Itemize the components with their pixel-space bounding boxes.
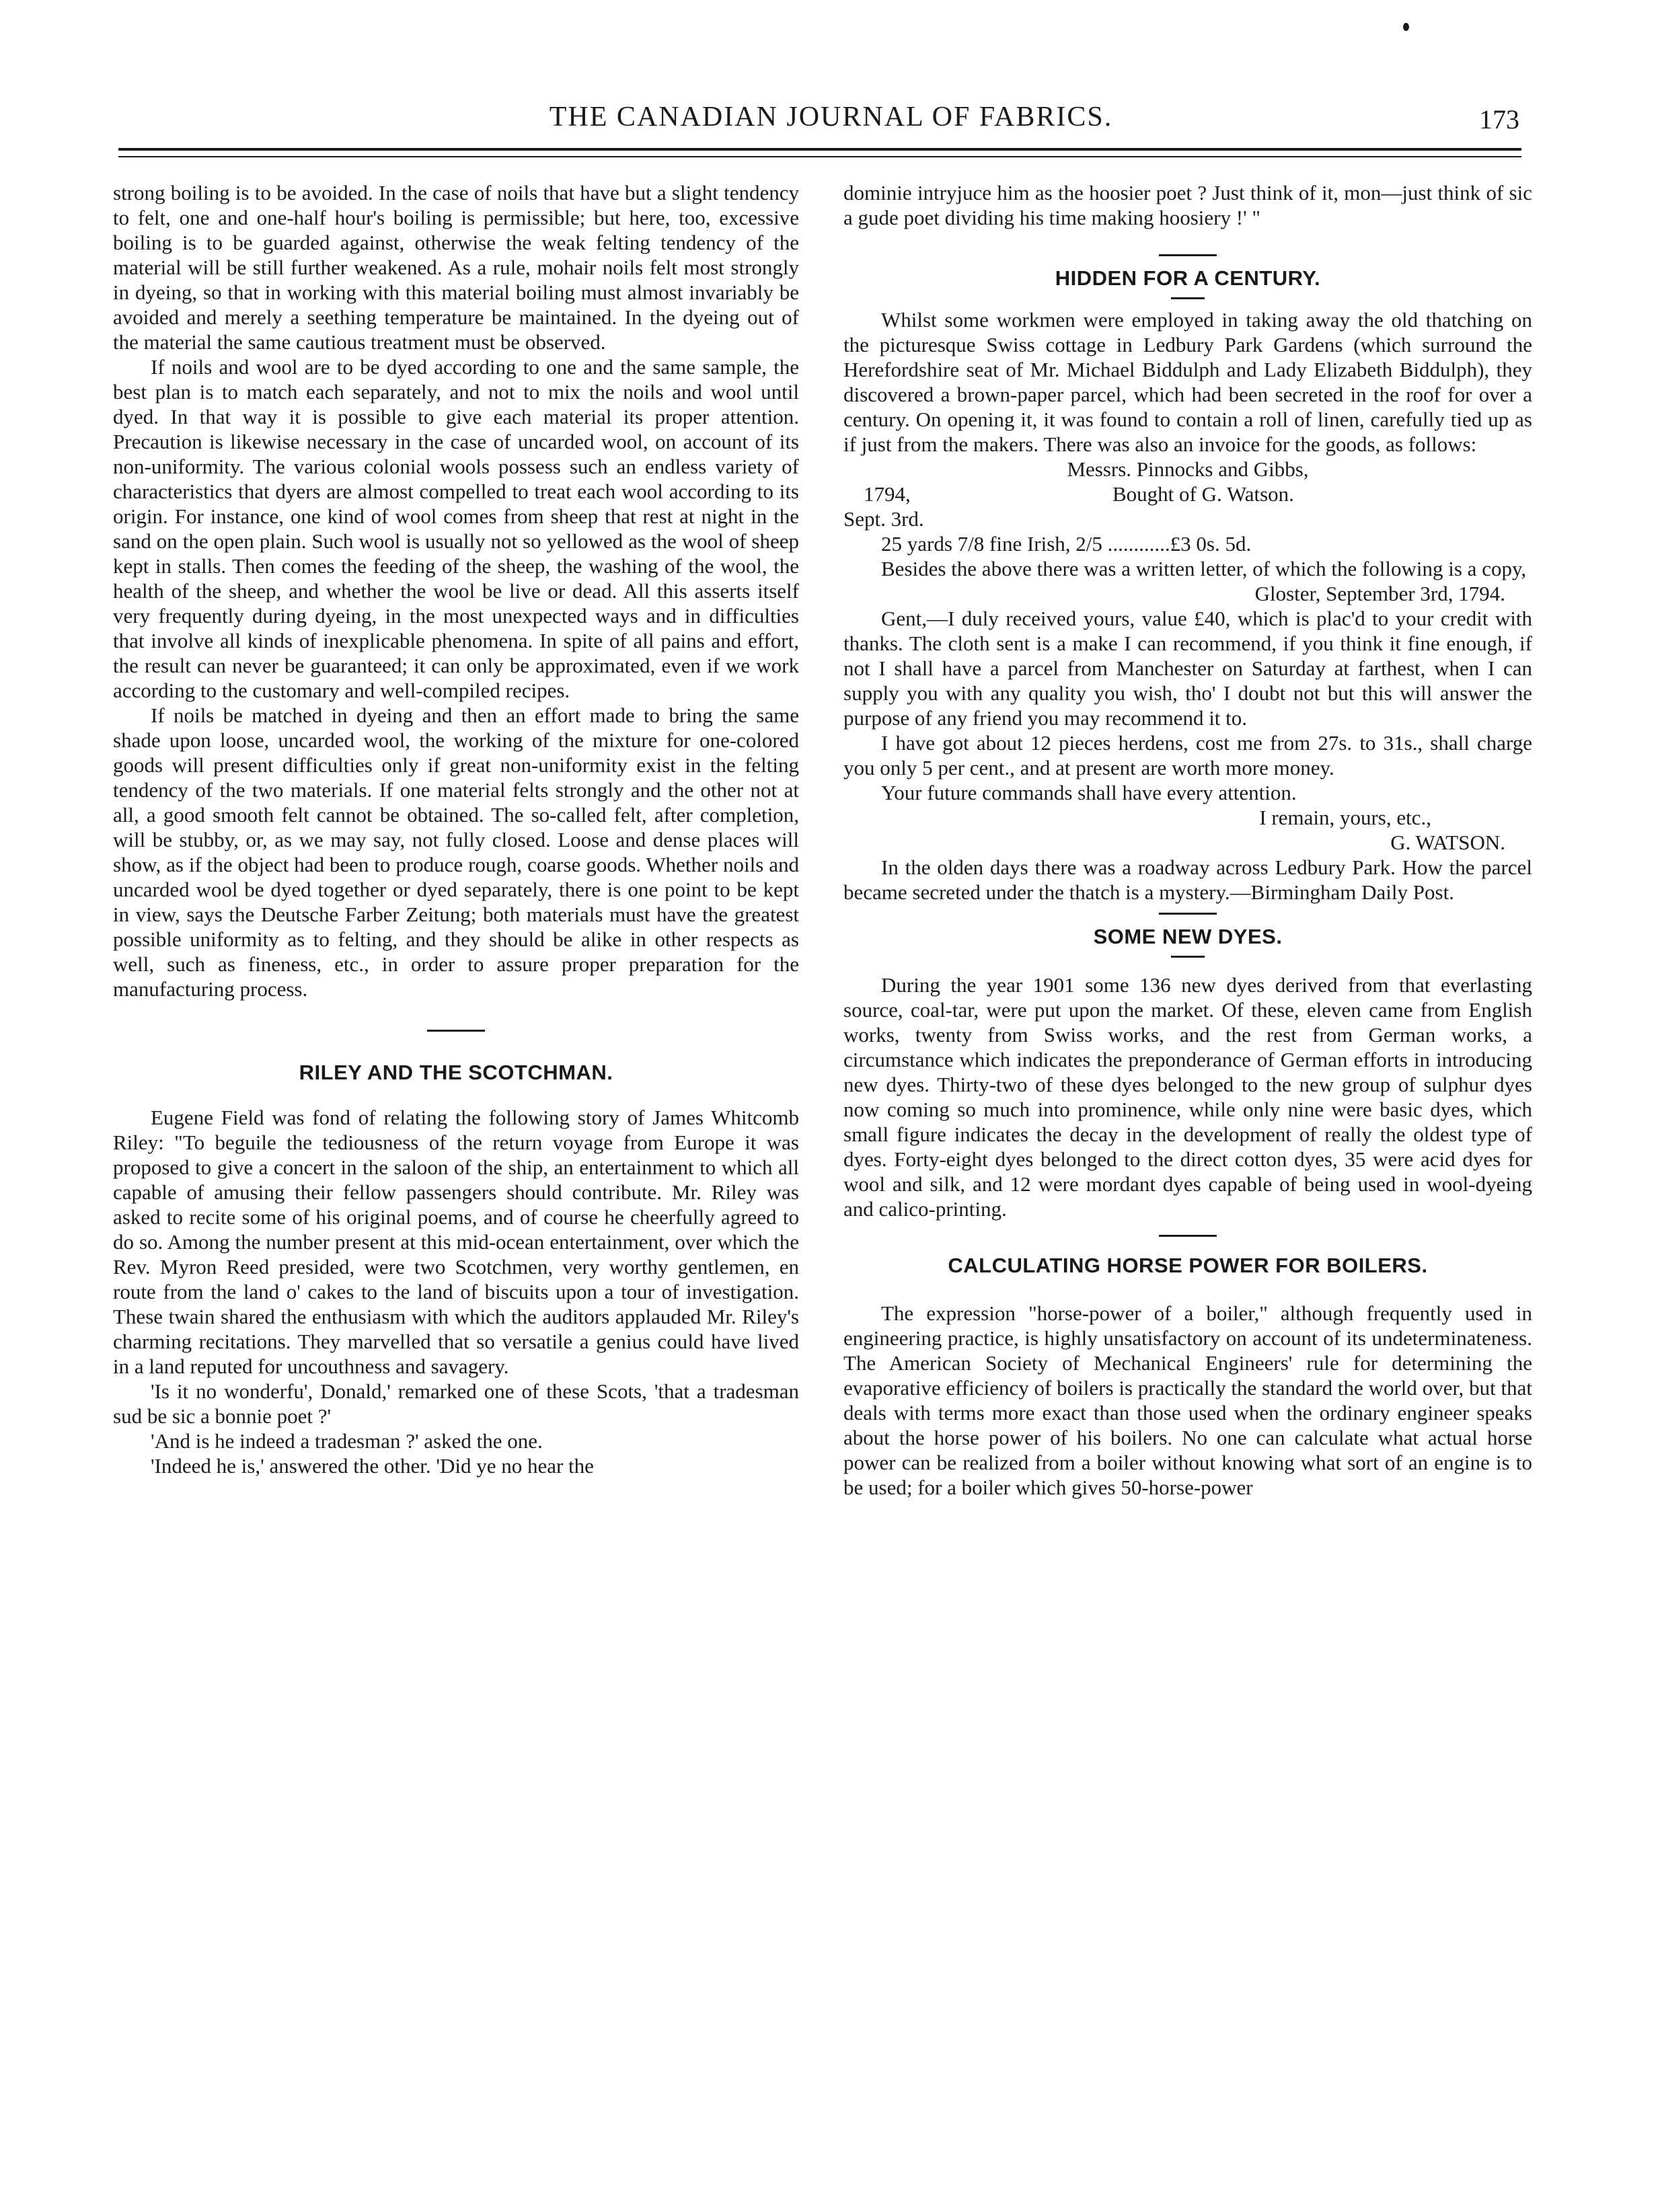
header-rule-thick (118, 148, 1521, 151)
letter-signature: G. WATSON. (1390, 831, 1505, 854)
invoice-seller: Bought of G. Watson. (1112, 482, 1294, 506)
dyes-heading: SOME NEW DYES. (1093, 925, 1283, 948)
riley-paragraph: 'Is it no wonderfu', Donald,' remarked one of these Scots, 'that a tradesman sud be sic a bonnie poet ?' (113, 1379, 799, 1428)
invoice-item: 25 yards 7/8 fine Irish, 2/5 ............£3 0s. 5d. (881, 532, 1252, 556)
journal-title: THE CANADIAN JOURNAL OF FABRICS. (549, 102, 1113, 132)
riley-paragraph: 'Indeed he is,' answered the other. 'Did ye no hear the (151, 1454, 594, 1478)
article-paragraph: If noils and wool are to be dyed according to one and the same sample, the best plan is to match each separately, and not to mix the noils and wool until dyed. In that way it is possible to give each material its proper attention. Precaution is likewise necessary in the case of uncarded wool, on account of its non-uniformity. The various colonial wools possess such an endless variety of characteristics that dyers are almost compelled to treat each wool according to its origin. For instance, one kind of wool comes from sheep that rest at night in the sand on the open plain. Such wool is usually not so yellowed as the wool of sheep kept in stalls. Then comes the feeding of the sheep, the washing of the wool, the health of the sheep, and whether the wool be live or dead. All this asserts itself very frequently during dyeing, in the most unexpected ways and in difficulties that involve all kinds of inexplicable phenomena. In spite of all pains and effort, the result can never be guaranteed; it can only be approximated, even if we work according to the customary and well-compiled recipes. (113, 355, 799, 702)
invoice-addressee: Messrs. Pinnocks and Gibbs, (1067, 457, 1309, 481)
hidden-outro: In the olden days there was a roadway across Ledbury Park. How the parcel became secreted under the thatch is a mystery.—Birmingham Daily Post. (843, 855, 1532, 904)
letter-date: Gloster, September 3rd, 1794. (1254, 582, 1505, 605)
invoice-year: 1794, (864, 482, 911, 506)
letter-paragraph: Gent,—I duly received yours, value £40, which is plac'd to your credit with thanks. The cloth sent is a make I can recommend, if you think it fine enough, if not I shall have a parcel from Manchester on Saturday at farthest, when I can supply you with any quality you wish, tho' I doubt not but this will answer the purpose of any friend you may recommend it to. (843, 607, 1532, 730)
right-column (843, 180, 1532, 1500)
letter-paragraph: I have got about 12 pieces herdens, cost me from 27s. to 31s., shall charge you only 5 per cent., and at present are worth more money. (843, 731, 1532, 779)
dyes-paragraph: During the year 1901 some 136 new dyes derived from that everlasting source, coal-tar, were put upon the market. Of these, eleven came from English works, twenty from Swiss works, and the rest from German works, a circumstance which indicates the preponderance of German efforts in introducing new dyes. Thirty-two of these dyes belonged to the new group of sulphur dyes now coming so much into prominence, while only nine were basic dyes, which small figure indicates the decay in the development of really the oldest type of dyes. Forty-eight dyes belonged to the direct cotton dyes, 35 were acid dyes for wool and silk, and 12 were mordant dyes capable of being used in wool-dyeing and calico-printing. (843, 973, 1532, 1221)
left-column (113, 180, 799, 1478)
print-speck (1403, 23, 1409, 31)
hidden-intro: Whilst some workmen were employed in taking away the old thatching on the picturesque Swiss cottage in Ledbury Park Gardens (which surround the Herefordshire seat of Mr. Michael Biddulph and Lady Elizabeth Biddulph), they discovered a brown-paper parcel, which had been secreted in the roof for over a century. On opening it, it was found to contain a roll of linen, carefully tied up as if just from the makers. There was also an invoice for the goods, as follows: (843, 308, 1532, 456)
letter-closing: I remain, yours, etc., (1259, 806, 1431, 829)
riley-continuation: dominie intryjuce him as the hoosier poet ? Just think of it, mon—just think of sic a gude poet dividing his time making hoosiery !' " (843, 181, 1532, 229)
boilers-heading: CALCULATING HORSE POWER FOR BOILERS. (948, 1254, 1428, 1277)
article-paragraph: If noils be matched in dyeing and then an effort made to bring the same shade upon loose, uncarded wool, the working of the mixture for one-colored goods will present difficulties only if great non-uniformity exist in the felting tendency of the two materials. If one material felts strongly and the other not at all, a good smooth felt cannot be obtained. The so-called felt, after completion, will be stubby, or, as we may say, not fully closed. Loose and dense places will show, as if the object had been to produce rough, coarse goods. Whether noils and uncarded wool be dyed together or dyed separately, there is one point to be kept in view, says the Deutsche Farber Zeitung; both materials must have the greatest possible uniformity as to felting, and they should be alike in other respects as well, such as fineness, etc., in order to assure proper preparation for the manufacturing process. (113, 703, 799, 1001)
riley-paragraph: Eugene Field was fond of relating the following story of James Whitcomb Riley: "To beguile the tediousness of the return voyage from Europe it was proposed to give a concert in the saloon of the ship, an entertainment to which all capable of amusing their fellow passengers should contribute. Mr. Riley was asked to recite some of his original poems, and of course he cheerfully agreed to do so. Among the number present at this mid-ocean entertainment, over which the Rev. Myron Reed presided, were two Scotchmen, very worthy gentlemen, en route from the land o' cakes to the land of biscuits upon a tour of investigation. These twain shared the enthusiasm with which the auditors applauded Mr. Riley's charming recitations. They marvelled that so versatile a genius could have lived in a land reputed for uncouthness and savagery. (113, 1106, 799, 1378)
page-number: 173 (1479, 104, 1519, 135)
article-paragraph: strong boiling is to be avoided. In the case of noils that have but a slight tendency to felt, one and one-half hour's boiling is permissible; but here, too, excessive boiling is to be guarded against, otherwise the weak felting tendency of the material will be still further weakened. As a rule, mohair noils felt most strongly in dyeing, so that in working with this material boiling must almost invariably be avoided and merely a seething temperature be maintained. In the dyeing out of the material the same cautious treatment must be observed. (113, 181, 799, 354)
letter-intro: Besides the above there was a written letter, of which the following is a copy, (881, 557, 1527, 580)
letter-paragraph: Your future commands shall have every attention. (881, 781, 1297, 804)
boilers-paragraph: The expression "horse-power of a boiler," although frequently used in engineering practice, is highly unsatisfactory on account of its undeterminateness. The American Society of Mechanical Engineers' rule for determining the evaporative efficiency of boilers is practically the standard the world over, but that deals with terms more exact than those used when the ordinary engineer speaks about the horse power of his boilers. No one can calculate what actual horse power can be realized from a boiler without knowing what sort of an engine is to be used; for a boiler which gives 50-horse-power (843, 1301, 1532, 1499)
running-head (0, 101, 1662, 148)
riley-paragraph: 'And is he indeed a tradesman ?' asked the one. (151, 1429, 543, 1453)
riley-heading: RILEY AND THE SCOTCHMAN. (299, 1061, 613, 1084)
invoice-row (843, 482, 1532, 506)
hidden-heading: HIDDEN FOR A CENTURY. (1055, 266, 1321, 290)
invoice-date: Sept. 3rd. (843, 507, 924, 531)
header-rule-thin (118, 156, 1521, 157)
